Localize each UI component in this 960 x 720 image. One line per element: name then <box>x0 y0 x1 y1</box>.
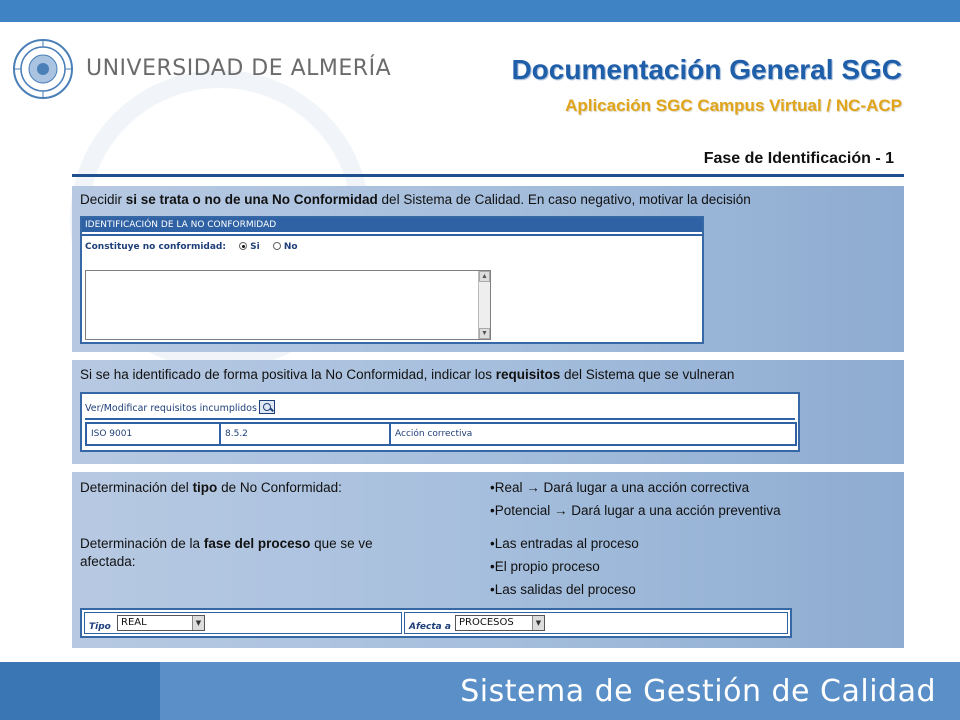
type-option-potential: •Potencial → Dará lugar a una acción preventiva <box>490 503 781 518</box>
tipo-field <box>84 612 402 634</box>
scroll-down-arrow-icon[interactable]: ▼ <box>479 328 490 339</box>
phase-divider <box>72 174 904 177</box>
phase-option-outputs: •Las salidas del proceso <box>490 582 636 597</box>
footer-left-block <box>0 662 160 720</box>
radio-yes[interactable] <box>239 242 247 250</box>
requirement-clause: 8.5.2 <box>221 424 391 444</box>
form-header-rule <box>82 234 702 236</box>
requirements-rule <box>85 418 795 420</box>
nonconformity-form-header: IDENTIFICACIÓN DE LA NO CONFORMIDAD <box>82 218 702 232</box>
afecta-dropdown-arrow-icon[interactable]: ▼ <box>532 616 544 630</box>
radio-no[interactable] <box>273 242 281 250</box>
justification-textarea[interactable] <box>85 270 491 340</box>
phase-heading: Fase de Identificación - 1 <box>703 150 894 167</box>
university-seal-logo <box>12 38 74 100</box>
tipo-dropdown-arrow-icon[interactable]: ▼ <box>192 616 204 630</box>
magnifier-icon[interactable] <box>259 400 275 414</box>
tipo-label: Tipo <box>89 622 111 632</box>
afecta-label: Afecta a <box>409 622 451 632</box>
requirement-standard: ISO 9001 <box>87 424 221 444</box>
panel1-instruction: Decidir si se trata o no de una No Conformidad del Sistema de Calidad. En caso negativo, motivar la decisión <box>80 192 751 207</box>
requirements-link[interactable]: Ver/Modificar requisitos incumplidos <box>85 403 257 414</box>
question-label: Constituye no conformidad: <box>85 242 226 252</box>
afecta-select-value: PROCESOS <box>459 617 514 628</box>
phase-option-inputs: •Las entradas al proceso <box>490 536 639 551</box>
requirements-form-header <box>85 400 275 414</box>
radio-no-label: No <box>283 242 298 252</box>
radio-yes-label: Si <box>250 242 260 252</box>
textarea-scrollbar[interactable] <box>478 271 490 339</box>
panel2-instruction: Si se ha identificado de forma positiva la No Conformidad, indicar los requisitos del Sistema que se vulneran <box>80 367 735 382</box>
university-name: UNIVERSIDAD DE ALMERÍA <box>86 56 392 81</box>
type-phase-form <box>80 608 792 638</box>
table-row <box>85 422 797 446</box>
top-band <box>0 0 960 22</box>
afecta-field <box>404 612 788 634</box>
footer-title: Sistema de Gestión de Calidad <box>460 674 936 709</box>
requirement-description: Acción correctiva <box>395 429 473 439</box>
nonconformity-question <box>85 242 298 252</box>
nonconformity-form <box>80 216 704 344</box>
scroll-up-arrow-icon[interactable]: ▲ <box>479 271 490 282</box>
page-title: Documentación General SGC <box>511 54 902 85</box>
phase-option-process: •El propio proceso <box>490 559 600 574</box>
phase-instruction-continued: afectada: <box>80 554 136 569</box>
phase-instruction: Determinación de la fase del proceso que se ve <box>80 536 373 551</box>
type-option-real: •Real → Dará lugar a una acción correctiva <box>490 480 750 495</box>
tipo-select[interactable] <box>117 615 205 631</box>
requirements-form <box>80 392 800 452</box>
page-subtitle: Aplicación SGC Campus Virtual / NC-ACP <box>565 96 902 115</box>
tipo-select-value: REAL <box>121 617 147 628</box>
type-instruction: Determinación del tipo de No Conformidad: <box>80 480 342 495</box>
afecta-select[interactable] <box>455 615 545 631</box>
